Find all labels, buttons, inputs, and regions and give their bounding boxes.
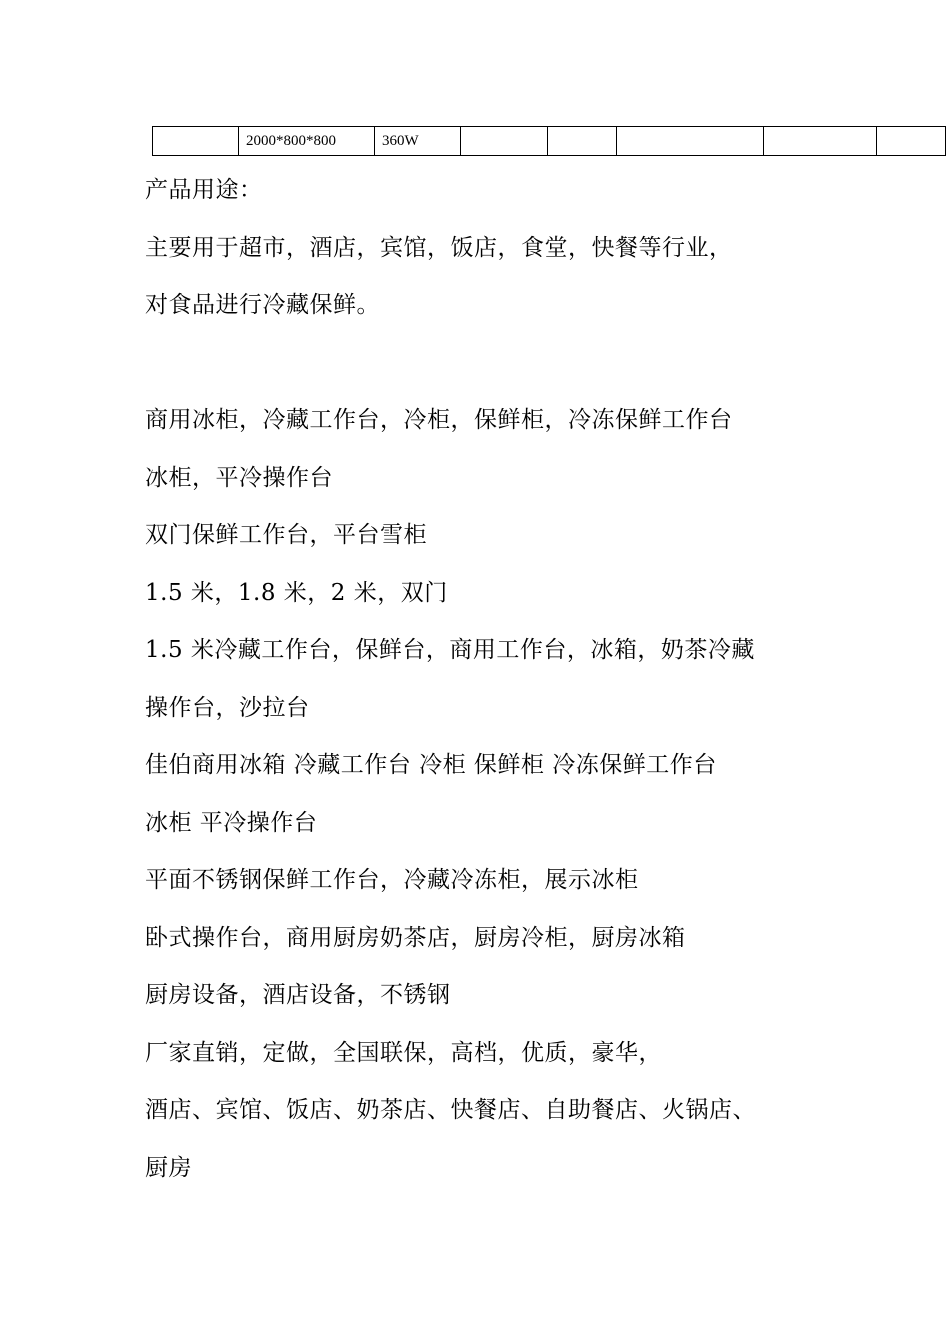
table-cell <box>764 127 877 156</box>
paragraph-line: 冰柜，平冷操作台 <box>145 464 333 491</box>
paragraph-line: 双门保鲜工作台，平台雪柜 <box>145 522 427 548</box>
paragraph-line: 主要用于超市，酒店，宾馆，饭店，食堂，快餐等行业， <box>145 234 733 261</box>
blank-line <box>145 343 845 401</box>
paragraph-line: 佳伯商用冰箱 冷藏工作台 冷柜 保鲜柜 冷冻保鲜工作台 <box>145 752 717 778</box>
paragraph-line: 卧式操作台，商用厨房奶茶店，厨房冷柜，厨房冰箱 <box>145 924 686 951</box>
table-cell <box>548 127 617 156</box>
paragraph-line: 厨房 <box>145 1154 192 1181</box>
table-cell-dimensions: 2000*800*800 <box>239 127 375 156</box>
paragraph-line: 冰柜 平冷操作台 <box>145 809 318 836</box>
table-row <box>153 127 946 156</box>
paragraph-line: 厂家直销，定做，全国联保，高档，优质，豪华， <box>145 1039 662 1066</box>
paragraph-line: 1.5 米冷藏工作台，保鲜台，商用工作台，冰箱，奶茶冷藏 <box>145 637 755 663</box>
paragraph-line: 平面不锈钢保鲜工作台，冷藏冷冻柜，展示冰柜 <box>145 867 639 893</box>
paragraph-line: 酒店、宾馆、饭店、奶茶店、快餐店、自助餐店、火锅店、 <box>145 1097 756 1123</box>
table-cell <box>153 127 239 156</box>
table-cell <box>877 127 946 156</box>
table-cell-power: 360W <box>375 127 461 156</box>
paragraph-line: 1.5 米，1.8 米，2 米，双门 <box>145 579 448 606</box>
paragraph-line: 操作台，沙拉台 <box>145 694 310 721</box>
document-body <box>145 170 845 1205</box>
table-cell <box>461 127 548 156</box>
paragraph-line: 商用冰柜，冷藏工作台，冷柜，保鲜柜，冷冻保鲜工作台 <box>145 407 733 433</box>
paragraph-line: 厨房设备，酒店设备，不锈钢 <box>145 982 451 1008</box>
paragraph-line: 对食品进行冷藏保鲜。 <box>145 292 380 318</box>
section-heading: 产品用途： <box>145 177 263 203</box>
table-cell <box>617 127 764 156</box>
spec-table <box>152 126 946 156</box>
